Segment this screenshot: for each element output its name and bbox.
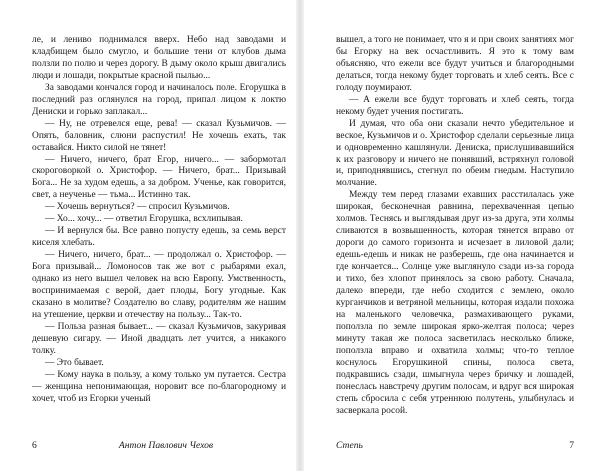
paragraph: — Хо... хочу... — ответил Егорушка, всхлипывая.: [45, 214, 243, 225]
page-number: 6: [32, 440, 37, 451]
paragraph: Между тем перед глазами ехавших расстилалась уже широкая, бесконечная равнина, перехваченная цепью холмов. Теснясь и выглядывая друг из-за друга, эти холмы сливаются в возвышенность, которая тянется вправо от дороги до самого горизонта и исчезает в лиловой дали; едешь-едешь и никак не разберешь, где она начинается и где кончается... Солнце уже выглянуло сзади из-за города и тихо, без хлопот принялось за свою работу. Сначала, далеко впереди, где небо сходится с землею, около курганчиков и ветряной мельницы, которая издали похожа на маленького человечка, размахивающего руками, поползла по земле широкая ярко-желтая полоса; через минуту такая же полоса засветилась несколько ближе, поползла вправо и охватила холмы; что-то теплое коснулось Егорушкиной спины, полоса света, подкравшись сзади, шмыгнула через бричку и лошадей, понеслась навстречу другим полосам, и вдруг вся широкая степь сбросила с себя утреннюю полутень, улыбнулась и засверкала росой.: [336, 190, 574, 416]
paragraph: — Польза разная бывает... — сказал Кузьмичов, закуривая дешевую сигару. — Иной двадцать лет учится, а никакого толку.: [32, 321, 286, 356]
paragraph: — А ежели все будут торговать и хлеб сеять, тогда некому будет учения постигать.: [336, 94, 574, 117]
paragraph: — И вернулся бы. Все равно попусту едешь, за семь верст киселя хлебать.: [32, 226, 286, 249]
paragraph: — Ничего, ничего, брат... — продолжал о. Христофор. — Бога призывай... Ломоносов так же вот с рыбарями ехал, однако из него вышел человек на всю Европу. Умственность, воспринимаемая с верой, дает плоды, Богу угодные. Как сказано в молитве? Создателю во славу, родителям же нашим на утешение, церкви и отечеству на пользу... Так-то.: [32, 250, 286, 320]
paragraph: — Ничего, ничего, брат Егор, ничего... — забормотал скороговоркой о. Христофор. — Ничего, брат... Призывай Бога... Не за худом едешь, а за добром. Ученье, как говорится, свет, а неученье — тьма... Истинно так.: [32, 154, 286, 201]
paragraph: — Это бывает.: [45, 357, 104, 368]
paragraph: ле, и лениво поднимался вверх. Небо над заводами и кладбищем было смугло, и большие тени от клубов дыма ползли по полю и через дорогу. В дыму около крыш двигались люди и лошади, покрытые красной пылью...: [32, 35, 286, 81]
paragraph: — Хочешь вернуться? — спросил Кузьмичов.: [45, 202, 230, 213]
running-head: Антон Павлович Чехов: [118, 440, 214, 451]
paragraph: вышел, а того не понимает, что я и при своих занятиях мог бы Егорку на век осчастливить. Я это к тому вам объясняю, что ежели все будут учиться и благородными делаться, тогда некому будет торговать и хлеб сеять. Все с голоду поумирают.: [336, 35, 574, 93]
page-number: 7: [569, 440, 574, 451]
right-page-text: [336, 35, 574, 418]
right-page: [300, 0, 600, 471]
paragraph: — Кому наука в пользу, а кому только ум путается. Сестра — женщина непонимающая, норовит все по-благородному и хочет, чтоб из Егорки ученый: [32, 369, 286, 404]
paragraph: И думая, что оба они сказали нечто убедительное и веское, Кузьмичов и о. Христофор сделали серьезные лица и одновременно кашлянули. Дениска, прислушивавшийся к их разговору и ничего не понявший, встряхнул головой и, приподнявшись, стегнул по обеим гнедым. Наступило молчание.: [336, 118, 574, 189]
paragraph: За заводами кончался город и начиналось поле. Егорушка в последний раз оглянулся на город, припал лицом к локтю Дениски и горько заплакал...: [32, 82, 286, 117]
paragraph: — Ну, не отревелся еще, рева! — сказал Кузьмичов. — Опять, баловник, слюни распустил! Не хочешь ехать, так оставайся. Никто силой не тянет!: [32, 118, 286, 153]
running-head: Степь: [336, 440, 363, 451]
left-page-text: [32, 35, 286, 406]
